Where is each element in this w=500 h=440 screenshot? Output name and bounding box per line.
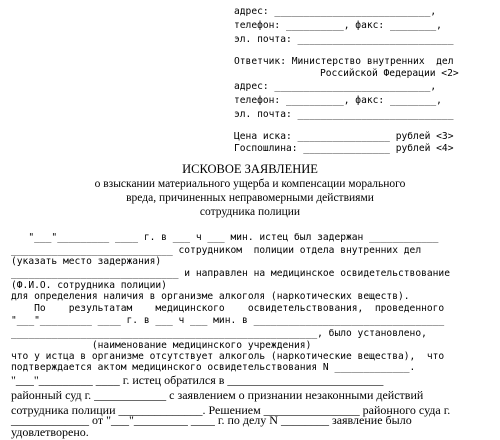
claim-price: Цена иска: ________________ рублей <3> (234, 131, 454, 142)
body-line: ____________________________ сотрудником полиции отдела внутренних дел (11, 245, 422, 256)
defendant-phone: телефон: __________, факс: ________, (234, 95, 442, 106)
body-line: "___"_________ ____ г. в ___ ч ___ мин. в _________________________________ (11, 315, 445, 326)
body-caption: (Ф.И.О. сотрудника полиции) (11, 280, 167, 291)
body-line: _____________________________________________________, было установлено, (11, 328, 427, 339)
body-line: что у истца в организме отсутствует алкоголь (наркотические вещества), что (11, 351, 445, 362)
body-caption: (указать место задержания) (11, 256, 162, 267)
plaintiff-phone: телефон: __________, факс: ________, (234, 20, 442, 31)
document-subtitle-line3: сотрудника полиции (199, 206, 301, 218)
defendant-name-line1: Ответчик: Министерство внутренних дел (234, 56, 454, 67)
body-line: "___"_________ ____ г. истец обратился в __________________________ (11, 373, 384, 387)
body-caption: (наименование медицинского учреждения) (11, 340, 312, 351)
state-fee: Госпошлина: _______________ рублей <4> (234, 143, 454, 154)
defendant-address: адрес: ___________________________, (234, 81, 437, 92)
document-title: ИСКОВОЕ ЗАЯВЛЕНИЕ (182, 162, 318, 176)
body-line: удовлетворено. (11, 425, 89, 439)
body-line: районный суд г. ____________ с заявлением о признании незаконными действий (11, 388, 424, 402)
plaintiff-address: адрес: ___________________________, (234, 6, 437, 17)
body-line: для определения наличия в организме алкоголя (наркотических веществ). (11, 291, 410, 302)
body-line: подтверждается актом медицинского освидетельствования N _____________. (11, 362, 416, 373)
body-line: _____________________________ и направлен на медицинское освидетельствование (11, 268, 450, 279)
document-subtitle-line2: вреда, причиненных неправомерными действиями (126, 192, 374, 204)
body-line: сотрудника полиции ______________. Решением ________________ районного суда г. (11, 403, 451, 417)
body-line: По результатам медицинского освидетельствования, проведенного (11, 303, 445, 314)
defendant-name-line2: Российской Федерации <2> (320, 68, 459, 79)
body-line: _____________ от "___"_________ ____ г. по делу N ________ заявление было (11, 413, 412, 427)
defendant-email: эл. почта: ___________________________ (234, 109, 454, 120)
document-subtitle-line1: о взыскании материального ущерба и компенсации морального (94, 178, 406, 190)
plaintiff-email: эл. почта: ___________________________ (234, 34, 454, 45)
body-line: "___"_________ ____ г. в ___ ч ___ мин. истец был задержан ____________ (11, 232, 439, 243)
